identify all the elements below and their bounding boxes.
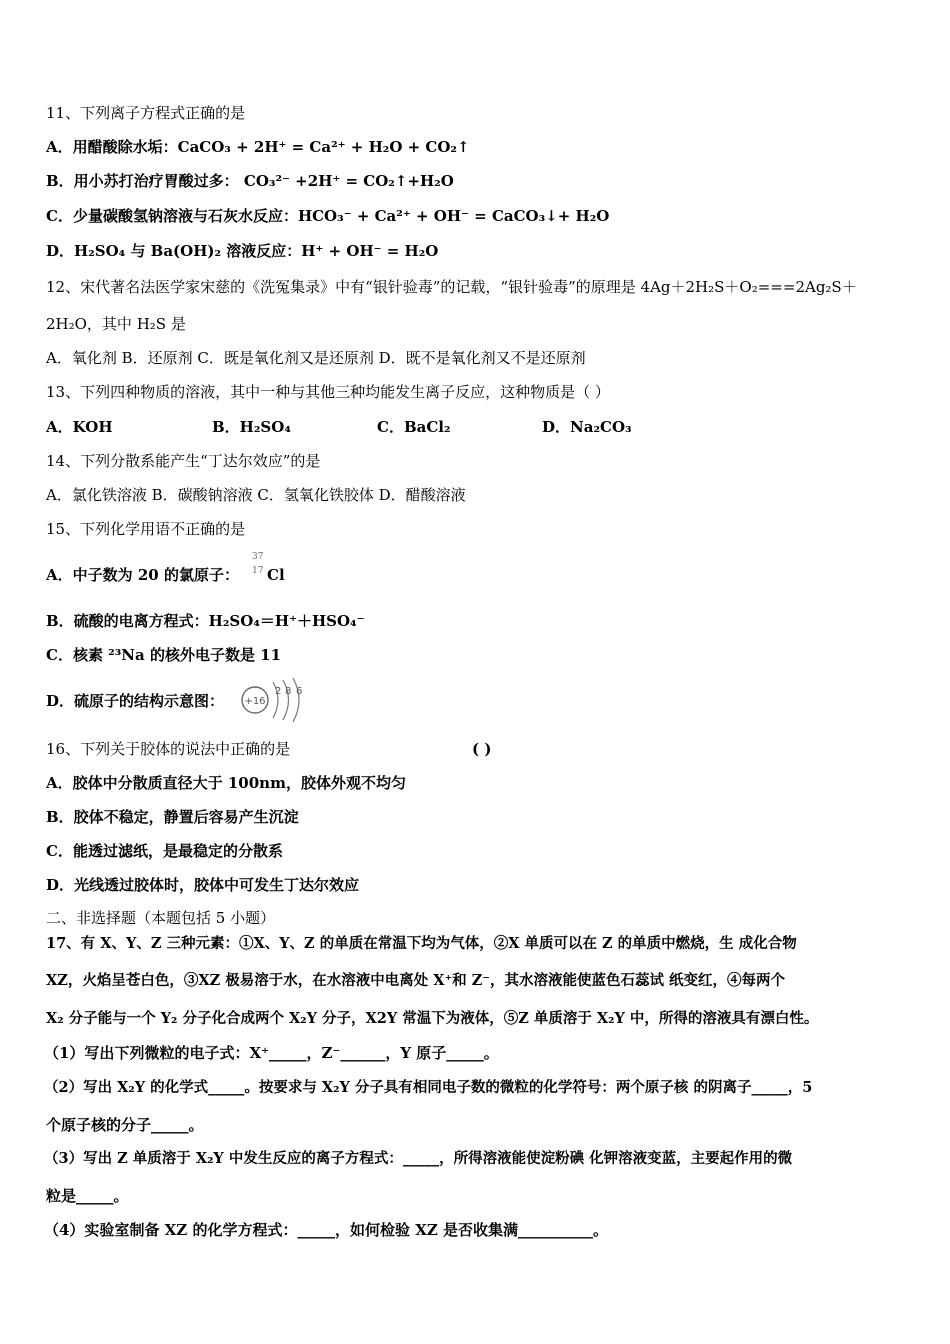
- q11-option-c: C．少量碳酸氢钠溶液与石灰水反应：HCO₃⁻ + Ca²⁺ + OH⁻ = CaCO₃↓+ H₂O: [46, 207, 610, 225]
- shell-arc-3: [293, 678, 299, 722]
- q14-stem: 14、下列分散系能产生“丁达尔效应”的是: [46, 452, 321, 470]
- shell-electrons-1: 2: [275, 686, 282, 697]
- q15-option-b: B．硫酸的电离方程式：H₂SO₄＝H⁺＋HSO₄⁻: [46, 612, 365, 630]
- q11-option-a: A．用醋酸除水垢：CaCO₃ + 2H⁺ = Ca²⁺ + H₂O + CO₂↑: [46, 138, 470, 156]
- q17-part4: （4）实验室制备 XZ 的化学方程式：_____，如何检验 XZ 是否收集满__________。: [44, 1221, 609, 1239]
- q15-atomic-number: 17: [252, 566, 264, 576]
- q12-stem-line2: 2H₂O，其中 H₂S 是: [46, 315, 186, 333]
- q13-option-b: B．H₂SO₄: [212, 418, 291, 436]
- q11-stem: 11、下列离子方程式正确的是: [46, 104, 246, 122]
- q13-option-a: A．KOH: [46, 418, 113, 436]
- shell-electrons-2: 8: [285, 686, 292, 697]
- q16-option-a: A．胶体中分散质直径大于 100nm，胶体外观不均匀: [46, 774, 406, 792]
- q17-part3-line1: （3）写出 Z 单质溶于 X₂Y 中发生反应的离子方程式：_____，所得溶液能使淀粉碘 化钾溶液变蓝，主要起作用的微: [44, 1150, 793, 1167]
- q15-stem: 15、下列化学用语不正确的是: [46, 520, 246, 538]
- sulfur-atom-structure-diagram: [240, 676, 308, 724]
- q17-part2-line1: （2）写出 X₂Y 的化学式_____。按要求与 X₂Y 分子具有相同电子数的微粒的化学符号：两个原子核 的阴离子_____，5: [44, 1079, 813, 1096]
- q14-options: A．氯化铁溶液 B．碳酸钠溶液 C．氢氧化铁胶体 D．醋酸溶液: [46, 486, 466, 504]
- q17-part3-line2: 粒是_____。: [46, 1187, 129, 1205]
- q15-option-c: C．核素 ²³Na 的核外电子数是 11: [46, 646, 282, 664]
- q17-stem-line2: XZ，火焰呈苍白色，③XZ 极易溶于水，在水溶液中电离处 X⁺和 Z⁻，其水溶液能使蓝色石蕊试 纸变红，④每两个: [46, 972, 786, 989]
- q13-option-d: D．Na₂CO₃: [542, 418, 632, 436]
- q12-options: A．氧化剂 B．还原剂 C．既是氧化剂又是还原剂 D．既不是氧化剂又不是还原剂: [46, 349, 586, 367]
- q11-option-b: B．用小苏打治疗胃酸过多： CO₃²⁻ +2H⁺ = CO₂↑+H₂O: [46, 172, 454, 190]
- q15-element-symbol: Cl: [267, 566, 285, 584]
- section-heading: 二、非选择题（本题包括 5 小题）: [46, 909, 276, 927]
- q15-option-a: A．中子数为 20 的氯原子：: [46, 566, 239, 584]
- q12-stem-line1: 12、宋代著名法医学家宋慈的《洗冤集录》中有“银针验毒”的记载，“银针验毒”的原理是 4Ag＋2H₂S＋O₂===2Ag₂S＋: [46, 278, 857, 296]
- q17-part1: （1）写出下列微粒的电子式：X⁺_____，Z⁻______，Y 原子_____。: [44, 1044, 499, 1062]
- q16-option-b: B．胶体不稳定，静置后容易产生沉淀: [46, 808, 299, 826]
- q13-option-c: C．BaCl₂: [377, 418, 451, 436]
- q17-stem-line1: 17、有 X、Y、Z 三种元素：①X、Y、Z 的单质在常温下均为气体，②X 单质可以在 Z 的单质中燃烧，生 成化合物: [46, 935, 797, 952]
- q16-option-d: D．光线透过胶体时，胶体中可发生丁达尔效应: [46, 876, 360, 894]
- nucleus-charge: +16: [244, 696, 266, 707]
- q15-mass-number: 37: [252, 552, 264, 562]
- q16-answer-paren: ( ): [472, 740, 492, 758]
- q16-stem: 16、下列关于胶体的说法中正确的是: [46, 740, 291, 758]
- shell-electrons-3: 6: [296, 686, 303, 697]
- q17-part2-line2: 个原子核的分子_____。: [46, 1116, 204, 1134]
- q16-option-c: C．能透过滤纸，是最稳定的分散系: [46, 842, 283, 860]
- q17-stem-line3: X₂ 分子能与一个 Y₂ 分子化合成两个 X₂Y 分子，X2Y 常温下为液体，⑤Z 单质溶于 X₂Y 中，所得的溶液具有漂白性。: [46, 1010, 819, 1027]
- q11-option-d: D．H₂SO₄ 与 Ba(OH)₂ 溶液反应：H⁺ + OH⁻ = H₂O: [46, 242, 439, 260]
- q15-option-d: D．硫原子的结构示意图：: [46, 692, 225, 710]
- q13-stem: 13、下列四种物质的溶液，其中一种与其他三种均能发生离子反应，这种物质是（ ）: [46, 383, 610, 401]
